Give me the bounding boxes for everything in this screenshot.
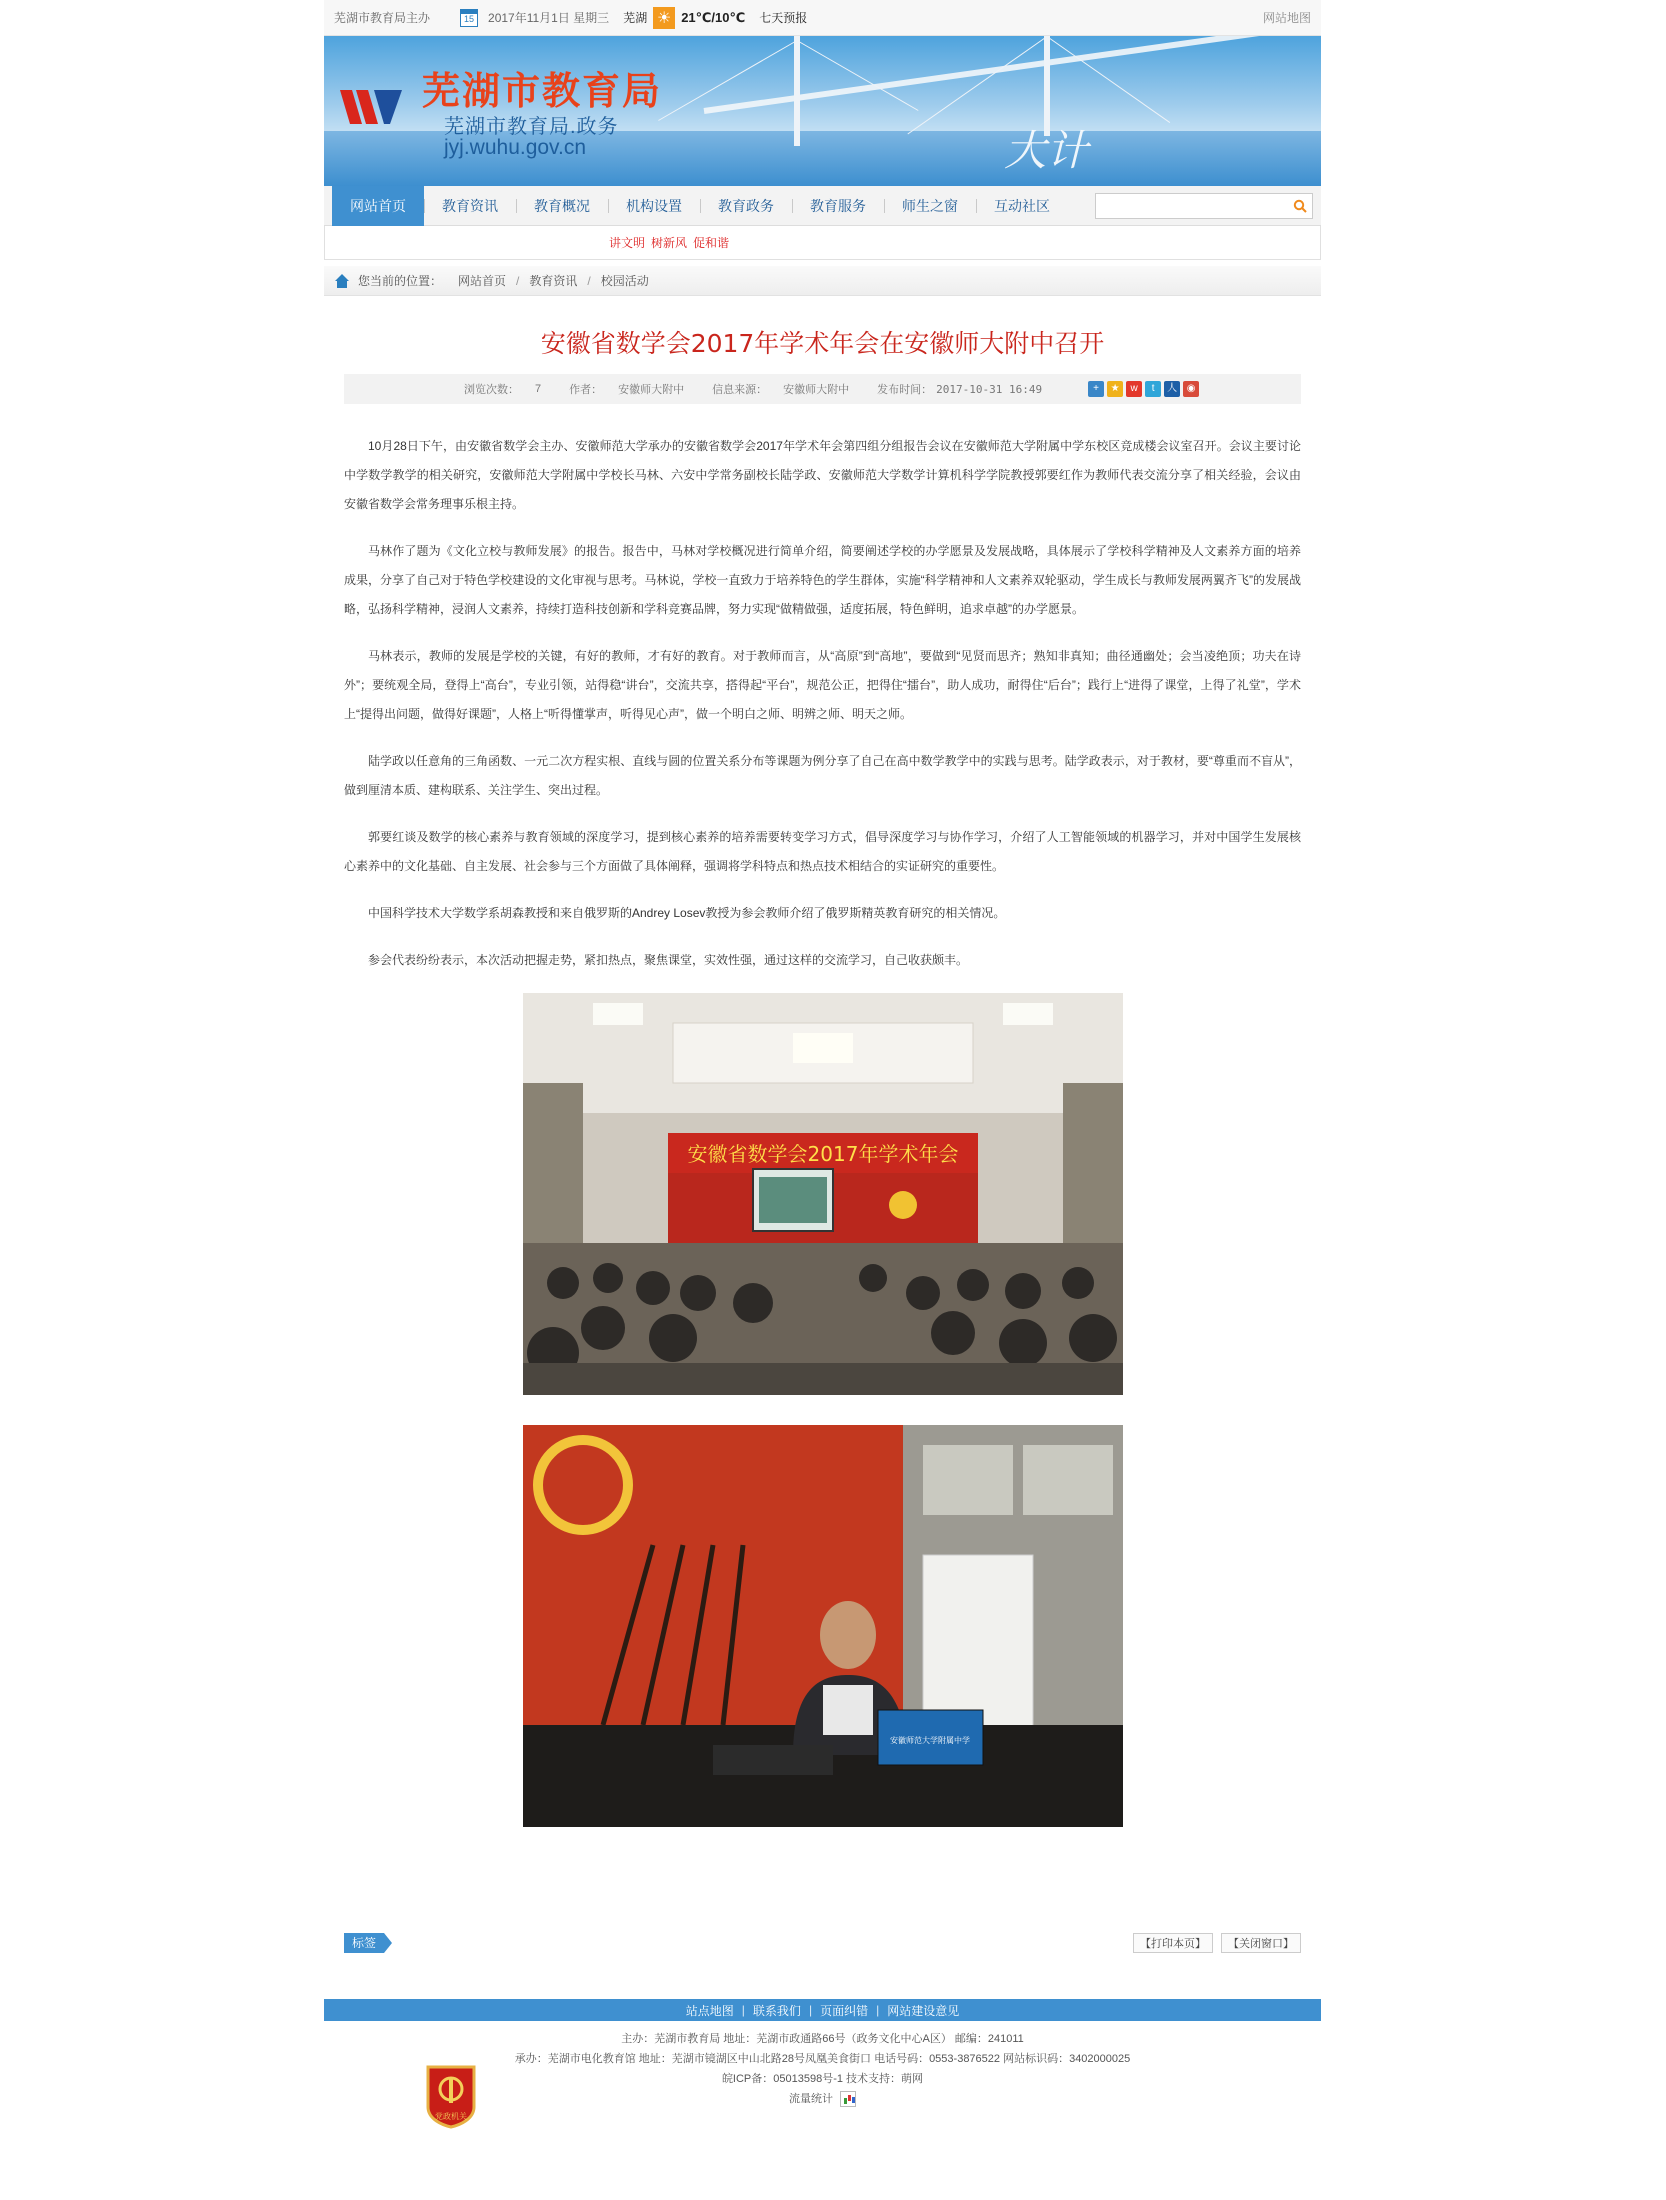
nav-item-home[interactable]: 网站首页 (332, 186, 424, 226)
footer-sponsor-line: 主办：芜湖市教育局 地址：芜湖市政通路66号（政务文化中心A区） 邮编：241011 (621, 2033, 1024, 2045)
date-text: 2017年11月1日 星期三 (488, 11, 610, 25)
slogan-bar (324, 226, 1321, 260)
home-icon (334, 273, 350, 289)
nav-item-community[interactable]: 互动社区 (976, 186, 1068, 226)
source-value: 安徽师大附中 (783, 384, 850, 396)
breadcrumb-campus[interactable]: 校园活动 (600, 274, 649, 288)
footer-link-sitemap[interactable]: 站点地图 (685, 2003, 734, 2018)
slogan-item: 树新风 (651, 236, 688, 250)
footer-link-contact[interactable]: 联系我们 (752, 2003, 801, 2018)
print-page-button[interactable]: 【打印本页】 (1133, 1933, 1213, 1953)
calendar-day: 15 (464, 13, 475, 24)
site-url: jyj.wuhu.gov.cn (444, 136, 587, 159)
publish-time: 2017-10-31 16:49 (936, 382, 1043, 396)
speaker-photo (523, 1425, 1123, 1827)
slogan-item: 促和谐 (693, 236, 730, 250)
author-value: 安徽师大附中 (618, 384, 685, 396)
source-label: 信息来源： (712, 384, 768, 396)
author-label: 作者： (569, 384, 603, 396)
article-paragraph: 中国科学技术大学数学系胡森教授和来自俄罗斯的Andrey Losev教授为参会教师介绍了俄罗斯精英教育研究的相关情况。 (368, 906, 1006, 920)
breadcrumb (324, 266, 1321, 296)
laptop-text: 安徽师范大学附属中学 (889, 1736, 970, 1745)
footer-icp-line: 皖ICP备：05013598号-1 技术支持：萌网 (721, 2073, 924, 2085)
footer-separator: | (808, 2003, 813, 2017)
share-weibo-icon[interactable]: w (1126, 381, 1142, 397)
sunny-weather-icon: ☀ (653, 7, 675, 29)
views-count: 7 (535, 383, 542, 395)
sitemap-link[interactable]: 网站地图 (1262, 11, 1311, 25)
nav-item-teacher-student[interactable]: 师生之窗 (884, 186, 976, 226)
sponsor-text: 芜湖市教育局主办 (334, 11, 431, 25)
conference-hall-illustration (523, 993, 1123, 1395)
share-renren-icon[interactable]: 人 (1164, 381, 1180, 397)
temperature-text: 21℃/10℃ (681, 9, 746, 25)
article-paragraph: 10月28日下午，由安徽省数学会主办、安徽师范大学承办的安徽省数学会2017年学术年会第四组分组报告会议在安徽师范大学附属中学东校区竞成楼会议室召开。会议主要讨论中学数学教学的相关研究，安徽师范大学附属中学校长马林、六安中学常务副校长陆学政、安徽师范大学数学计算机科学学院教授郭要红作为教师代表交流分享了相关经验，会议由安徽省数学会常务理事乐根主持。 (344, 439, 1301, 511)
article-paragraph: 马林表示，教师的发展是学校的关键，有好的教师，才有好的教育。对于教师而言，从“高原”到“高地”，要做到“见贤而思齐；熟知非真知；曲径通幽处；会当凌绝顶；功夫在诗外”；要统观全局，登得上“高台”，专业引领，站得稳“讲台”，交流共享，搭得起“平台”，规范公正，把得住“擂台”，助人成功，耐得住“后台”；践行上“进得了课堂，上得了礼堂”，学术上“提得出问题，做得好课题”，人格上“听得懂掌声，听得见心声”，做一个明白之师、明辨之师、明天之师。 (344, 649, 1301, 721)
article-title: 安徽省数学会2017年学术年会在安徽师大附中召开 (540, 329, 1105, 358)
breadcrumb-separator: / (587, 273, 591, 288)
site-title: 芜湖市教育局 (422, 69, 663, 113)
banner-motto: 大计 (1004, 126, 1089, 175)
article-body (344, 432, 1301, 1827)
breadcrumb-separator: / (516, 273, 520, 288)
header-banner (324, 36, 1321, 186)
nav-item-education-services[interactable]: 教育服务 (792, 186, 884, 226)
badge-text: 党政机关 (435, 2112, 467, 2121)
traffic-stats-label: 流量统计 (788, 2093, 833, 2105)
top-bar (324, 0, 1321, 36)
share-tencent-icon[interactable]: t (1145, 381, 1161, 397)
search-box (1095, 193, 1313, 219)
article-meta (344, 374, 1301, 404)
nav-item-education-news[interactable]: 教育资讯 (424, 186, 516, 226)
article-actions (1133, 1933, 1301, 1953)
article-paragraph: 郭要红谈及数学的核心素养与教育领域的深度学习，提到核心素养的培养需要转变学习方式，倡导深度学习与协作学习，介绍了人工智能领域的机器学习，并对中国学生发展核心素养中的文化基础、自主发展、社会参与三个方面做了具体阐释，强调将学科特点和热点技术相结合的实证研究的重要性。 (344, 830, 1301, 873)
slogan-item: 讲文明 (609, 236, 646, 250)
site-subtitle: 芜湖市教育局.政务 (444, 116, 619, 138)
views-label: 浏览次数： (464, 384, 519, 396)
close-window-button[interactable]: 【关闭窗口】 (1221, 1933, 1301, 1953)
footer-link-error-report[interactable]: 页面纠错 (820, 2003, 869, 2018)
page-wrapper (324, 0, 1321, 2149)
seven-day-forecast-link[interactable]: 七天预报 (759, 11, 808, 25)
party-government-badge[interactable] (424, 2063, 478, 2129)
breadcrumb-news[interactable]: 教育资讯 (529, 274, 578, 288)
tag-row (344, 1933, 1301, 1953)
calendar-icon (460, 9, 478, 27)
nav-item-organization[interactable]: 机构设置 (608, 186, 700, 226)
banner-bridge-pylon (794, 36, 800, 146)
city-text: 芜湖 (623, 11, 648, 25)
search-input[interactable] (1096, 194, 1288, 218)
hall-banner-text: 安徽省数学会2017年学术年会 (687, 1142, 958, 1166)
tag-label: 标签 (344, 1933, 384, 1953)
footer-links (324, 1999, 1321, 2021)
search-icon[interactable] (1288, 194, 1312, 218)
share-plus-icon[interactable]: + (1088, 381, 1104, 397)
breadcrumb-home[interactable]: 网站首页 (458, 274, 507, 288)
footer-separator: | (876, 2003, 880, 2017)
share-qzone-icon[interactable]: ★ (1107, 381, 1123, 397)
breadcrumb-label: 您当前的位置： (358, 274, 443, 288)
conference-hall-photo (523, 993, 1123, 1395)
footer-link-feedback[interactable]: 网站建设意见 (887, 2003, 960, 2018)
speaker-illustration (523, 1425, 1123, 1827)
article-paragraph: 参会代表纷纷表示，本次活动把握走势，紧扣热点，聚焦课堂，实效性强，通过这样的交流学习，自己收获颇丰。 (368, 953, 969, 967)
share-bar (1088, 381, 1199, 397)
nav-item-education-overview[interactable]: 教育概况 (516, 186, 608, 226)
main-nav (324, 186, 1321, 226)
footer-separator: | (741, 2003, 745, 2017)
article-paragraph: 陆学政以任意角的三角函数、一元二次方程实根、直线与圆的位置关系分布等课题为例分享了自己在高中数学教学中的实践与思考。陆学政表示，对于教材，要“尊重而不盲从”，做到厘清本质、建构联系、关注学生、突出过程。 (344, 754, 1301, 797)
footer-info (324, 2029, 1321, 2149)
nav-item-education-affairs[interactable]: 教育政务 (700, 186, 792, 226)
education-bureau-logo (340, 84, 402, 128)
article-paragraph: 马林作了题为《文化立校与教师发展》的报告。报告中，马林对学校概况进行简单介绍，简要阐述学校的办学愿景及发展战略，具体展示了学校科学精神及人文素养方面的培养成果，分享了自己对于特色学校建设的文化审视与思考。马林说，学校一直致力于培养特色的学生群体，实施“科学精神和人文素养双轮驱动，学生成长与教师发展两翼齐飞”的发展战略，弘扬科学精神，浸润人文素养，持续打造科技创新和学科竞赛品牌，努力实现“做精做强，适度拓展，特色鲜明，追求卓越”的办学愿景。 (344, 544, 1301, 616)
time-label: 发布时间： (877, 384, 933, 396)
footer-organizer-line: 承办：芜湖市电化教育馆 地址：芜湖市镜湖区中山北路28号凤凰美食街口 电话号码：0553-3876522 网站标识码：3402000025 (514, 2053, 1131, 2065)
banner-bridge-cable (797, 40, 919, 111)
share-more-icon[interactable]: ◉ (1183, 381, 1199, 397)
traffic-stats-icon[interactable] (840, 2091, 856, 2107)
